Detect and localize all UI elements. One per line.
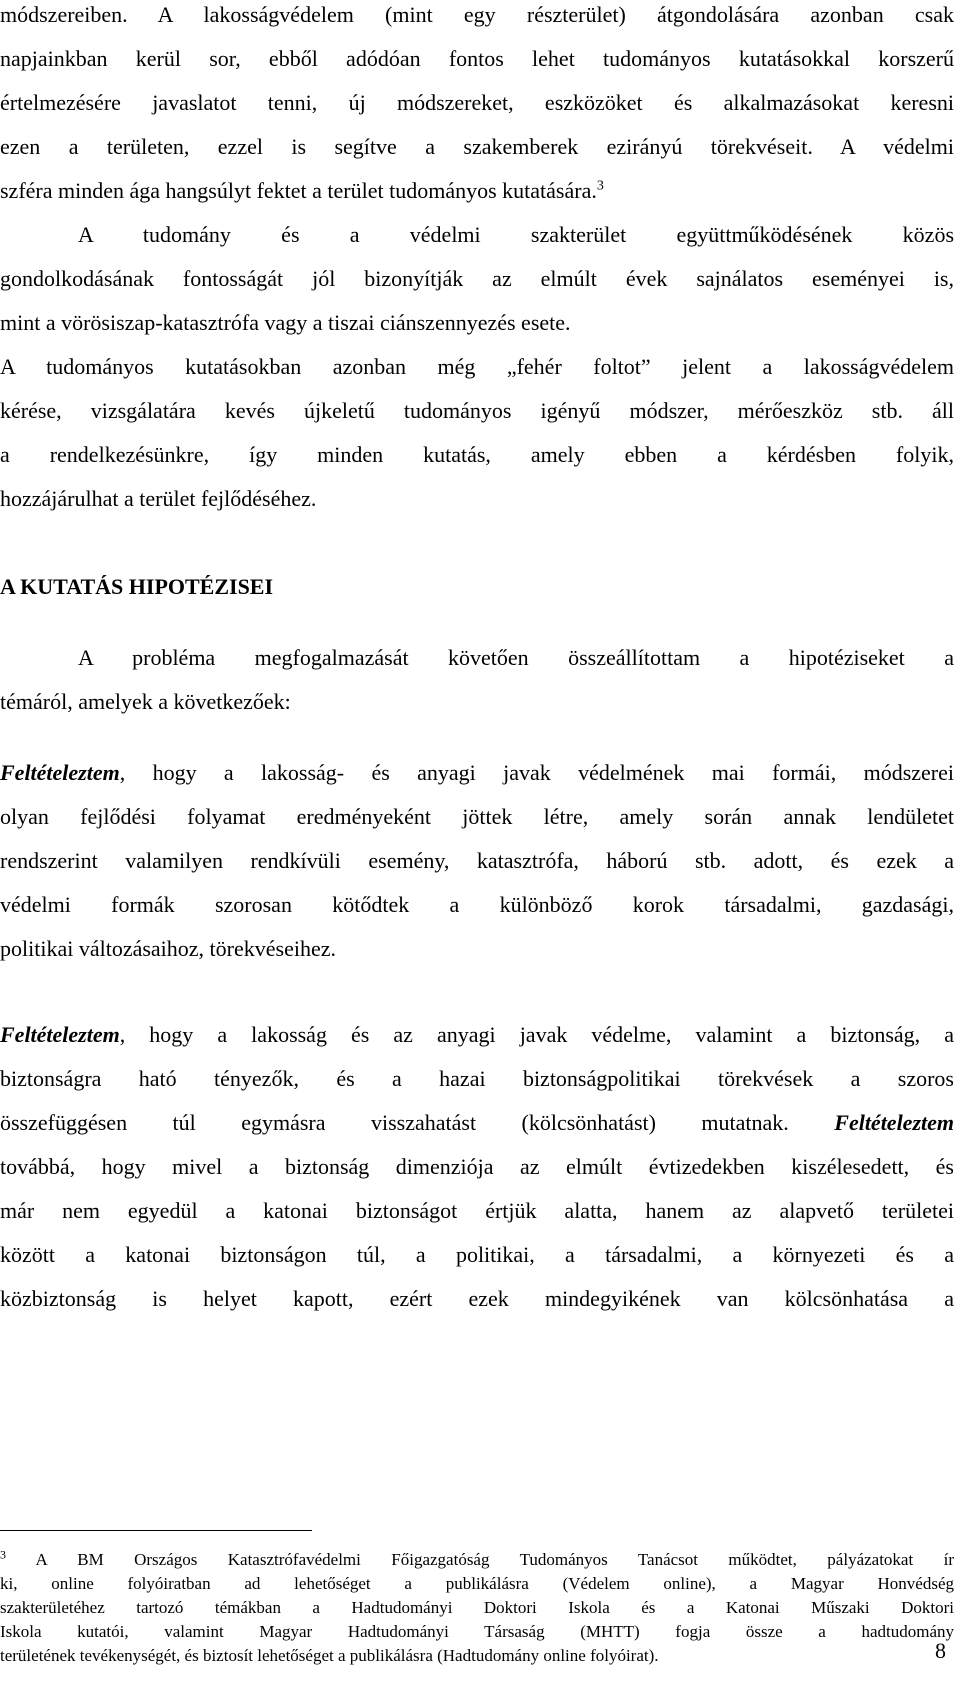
text-line: olyan fejlődési folyamat eredményeként jöttek létre, amely során annak lendületet — [0, 804, 954, 829]
text-line: között a katonai biztonságon túl, a politikai, a társadalmi, a környezeti és a — [0, 1242, 954, 1267]
text-segment: , hogy a lakosság és az anyagi javak védelme, valamint a biztonság, a — [119, 1022, 954, 1047]
footnote-divider — [0, 1530, 312, 1531]
emphasis-text: Feltételeztem — [834, 1110, 954, 1135]
text-line — [0, 1108, 954, 1138]
section-heading: A KUTATÁS HIPOTÉZISEI — [0, 574, 274, 599]
text-line: kérése, vizsgálatára kevés újkeletű tudományos igényű módszer, mérőeszköz stb. áll — [0, 398, 954, 423]
text-line: közbiztonság is helyet kapott, ezért ezek mindegyikének van kölcsönhatása a — [0, 1286, 954, 1311]
text-line — [0, 758, 954, 788]
footnote-line: Iskola kutatói, valamint Magyar Hadtudományi Társaság (MHTT) fogja össze a hadtudomány — [0, 1622, 954, 1641]
text-line: már nem egyedül a katonai biztonságot értjük alatta, hanem az alapvető területei — [0, 1198, 954, 1223]
text-line: témáról, amelyek a következőek: — [0, 689, 291, 714]
text-line: hozzájárulhat a terület fejlődéséhez. — [0, 486, 317, 511]
text-segment: szféra minden ága hangsúlyt fektet a terület tudományos kutatására. — [0, 178, 597, 203]
footnote-line: ki, online folyóiratban ad lehetőséget a publikálásra (Védelem online), a Magyar Honvédség — [0, 1574, 954, 1593]
text-line: rendszerint valamilyen rendkívüli esemény, katasztrófa, háború stb. adott, és ezek a — [0, 848, 954, 873]
text-line: A tudomány és a védelmi szakterület együttműködésének közös — [78, 222, 954, 247]
emphasis-text: Feltételeztem — [0, 760, 120, 785]
text-line: napjainkban kerül sor, ebből adódóan fontos lehet tudományos kutatásokkal korszerű — [0, 46, 954, 71]
text-segment: , hogy a lakosság- és anyagi javak védelmének mai formái, módszerei — [119, 760, 954, 785]
text-line: ezen a területen, ezzel is segítve a szakemberek ezirányú törekvéseit. A védelmi — [0, 134, 954, 159]
text-segment: A BM Országos Katasztrófavédelmi Főigazgatóság Tudományos Tanácsot működtet, pályázatokat ír — [35, 1550, 954, 1569]
text-line: védelmi formák szorosan kötődtek a különböző korok társadalmi, gazdasági, — [0, 892, 954, 917]
text-line — [0, 176, 954, 206]
text-line: politikai változásaihoz, törekvéseihez. — [0, 936, 336, 961]
footnote-line: szakterületéhez tartozó témákban a Hadtudományi Doktori Iskola és a Katonai Műszaki Doktori — [0, 1598, 954, 1617]
footnote-line: területének tevékenységét, és biztosít lehetőséget a publikálásra (Hadtudomány online folyóirat). — [0, 1646, 659, 1665]
text-line — [0, 1020, 954, 1050]
text-segment: összefüggésen túl egymásra visszahatást (kölcsönhatást) mutatnak. — [0, 1110, 789, 1135]
text-line: biztonságra ható tényezők, és a hazai biztonságpolitikai törekvések a szoros — [0, 1066, 954, 1091]
text-line: mint a vörösiszap-katasztrófa vagy a tiszai ciánszennyezés esete. — [0, 310, 571, 335]
page-number: 8 — [935, 1638, 946, 1663]
text-line: A tudományos kutatásokban azonban még „fehér foltot” jelent a lakosságvédelem — [0, 354, 954, 379]
footnote-number: 3 — [0, 1547, 6, 1562]
footnote-reference: 3 — [596, 178, 604, 194]
text-line: módszereiben. A lakosságvédelem (mint egy részterület) átgondolására azonban csak — [0, 2, 954, 27]
text-line: gondolkodásának fontosságát jól bizonyítják az elmúlt évek sajnálatos eseményei is, — [0, 266, 954, 291]
text-line: továbbá, hogy mivel a biztonság dimenziója az elmúlt évtizedekben kiszélesedett, és — [0, 1154, 954, 1179]
text-line: értelmezésére javaslatot tenni, új módszereket, eszközöket és alkalmazásokat keresni — [0, 90, 954, 115]
emphasis-text: Feltételeztem — [0, 1022, 120, 1047]
text-line: a rendelkezésünkre, így minden kutatás, amely ebben a kérdésben folyik, — [0, 442, 954, 467]
text-line: A probléma megfogalmazását követően összeállítottam a hipotéziseket a — [78, 645, 954, 670]
footnote-line — [0, 1548, 954, 1572]
